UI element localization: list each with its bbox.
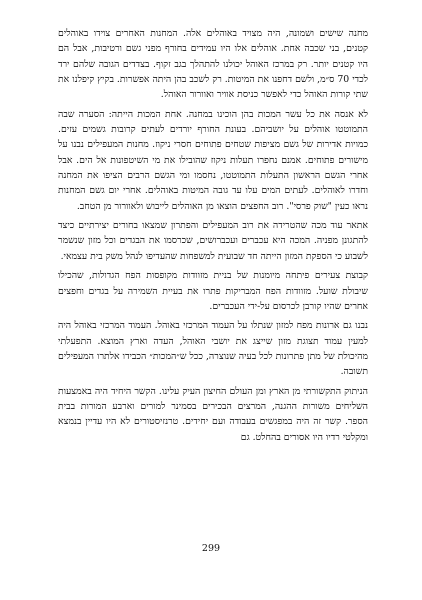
paragraph: הניתוק התקשורתי מן הארץ ומן העולם החיצון העיק עלינו. הקשר היחיד היה באמצעות השליחים משורות ההגנה, המרצים הבכירים בסמינר למורים וארבע המורות בבית הספר. קשר זה היה במפגשים בעבודה ועם יחידים. טרנזיסטורים לא היו עדיין בנמצא ומקלטי רדיו היו אסורים בהחלט. גם	[58, 385, 368, 443]
paragraph: אתאר עוד מכה שהטרידה את רוב המעפילים והפתרון שמצאו בחורים יצירתיים כיצד להתגונן מפניה. המכה היא עכברים ועכברושים, שכרסמו את הבגדים וכל מזון שנשמר לשבוע כי הספקת המזון הייתה חד שבועית למשפחות שהעדיפו לנהל משק בית עצמאי.	[58, 220, 368, 262]
paragraph: מחנה שישים ושמונה, היה מצויד באוהלים אלה. המחנות האחרים צוידו באוהלים קטנים, בני שכבה אחת. אוהלים אלו היו עמידים בחורף מפני גשם ורטיבות, אבל הם היו קטנים יותר. רק במרכז האוהל יכולנו להתהלך בגב זקוף. בצדדים הגובה שלהם ירד לכדי 70 ס״מ, ולשם דחפנו את המיטות. רק לשכב בהן היתה אפשרות. בקיץ קיפלנו את שתי קורות האוהל כדי לאפשר כניסת אוויר ואוורור האוהל.	[58, 28, 368, 101]
paragraph: קבוצת צעירים פיתחה מיומנות של בניית מזוודות מקופסות הפח הגדולות, שהכילו שיבולת שועל. מזוודות הפח המבריקות פתרו את בעיית השמירה על בגדים וחפצים אחרים שהיו קורבן לכרסום על-ידי העכברים.	[58, 270, 368, 312]
paragraph: לא אנסה את כל עשר המכות בהן הוכינו במחנה. אחת המכות הייתה: הסערה שבה התמוטטו אוהלים על יושביהם. בעונת החורף יורדים לעתים קרובות גשמים עזים. כמויות אדירות של גשם מציפות שטחים פתוחים חסרי ניקוז. מחנות המעפילים נבנו על מישורים פתוחים. אמנם נחפרו תעלות ניקוז שהובילו את מי השיטפונות אל הים. אבל אחרי הגשם הראשון התעלות התמוטטו, נחסמו ומי הגשם הרבים הציפו את המחנה וחדרו לאוהלים. לעתים המים עלו עד גובה המיטות באוהלים. אחרי יום גשם המחנות נראו כעין "שוק פרסי". רוב החפצים הוצאו מן האוהלים לייבוש ולאוורור מן הטחב.	[58, 108, 368, 212]
body-text	[58, 26, 368, 445]
page-number: 299	[201, 543, 221, 554]
paragraph: נבנו גם ארונות מפח למזון שנתלו על העמוד המרכזי באוהל. העמוד המרכזי באוהל היה למעין עמוד תצוגת מזון שייצג את יושבי האוהל, העדה וארץ המוצא. התפעלתי מהיכולת של מתן פתרונות לכל בעיה שנוצרה, ככל ש״המכות״ הכבידו אלתרו המעפילים תשובה.	[58, 320, 368, 378]
